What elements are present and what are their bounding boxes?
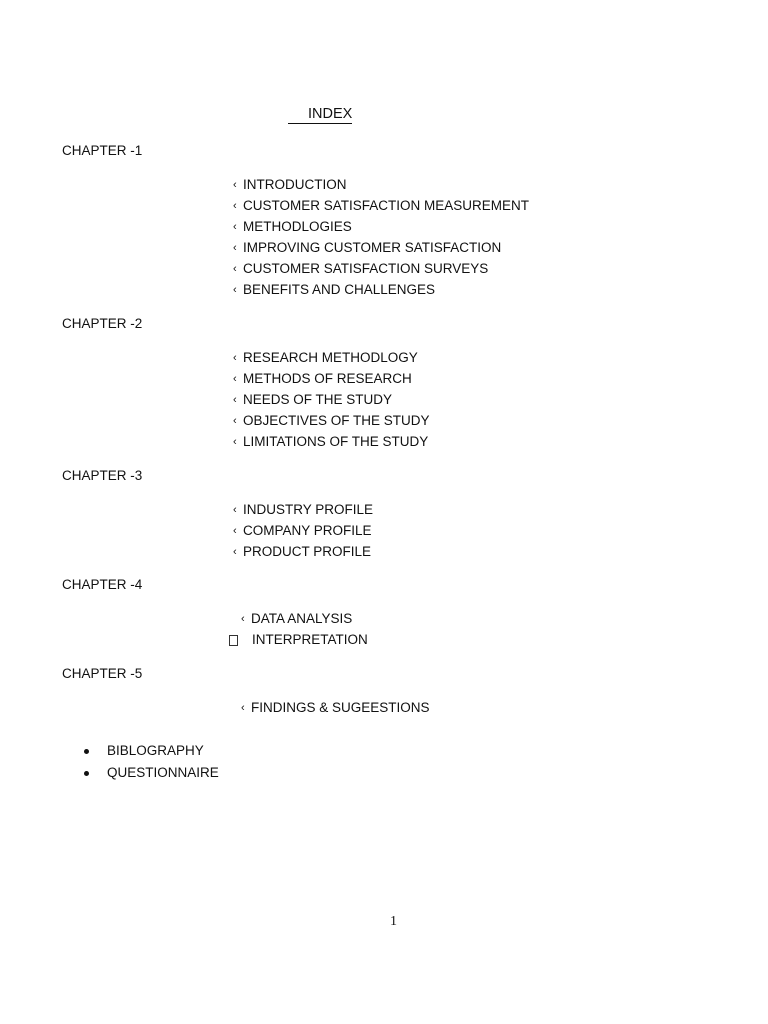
toc-item-label: CUSTOMER SATISFACTION MEASUREMENT [243,198,530,213]
toc-item-label: FINDINGS & SUGEESTIONS [251,700,430,715]
arrow-bullet-icon: ‹ [241,613,245,625]
toc-item [233,502,373,518]
toc-item [233,240,501,256]
arrow-bullet-icon: ‹ [233,179,237,191]
arrow-bullet-icon: ‹ [241,702,245,714]
page-number: 1 [390,914,397,929]
arrow-bullet-icon: ‹ [233,284,237,296]
bullet-dot-icon [84,749,89,754]
toc-item [233,523,372,539]
arrow-bullet-icon: ‹ [233,394,237,406]
toc-item [233,198,529,214]
arrow-bullet-icon: ‹ [233,504,237,516]
toc-item [233,371,412,387]
bullet-label: BIBLOGRAPHY [107,743,204,758]
toc-item [233,261,488,277]
arrow-bullet-icon: ‹ [233,200,237,212]
missing-glyph-icon [229,635,238,646]
toc-item [229,632,368,648]
toc-item [233,282,435,298]
toc-item-label: RESEARCH METHODLOGY [243,350,418,365]
arrow-bullet-icon: ‹ [233,525,237,537]
arrow-bullet-icon: ‹ [233,352,237,364]
index-title-text: INDEX [288,106,352,124]
chapter-4-heading: CHAPTER -4 [62,577,143,592]
arrow-bullet-icon: ‹ [233,436,237,448]
toc-item [233,413,430,429]
arrow-bullet-icon: ‹ [233,373,237,385]
toc-item-label: OBJECTIVES OF THE STUDY [243,413,430,428]
toc-item [233,350,418,366]
index-title [288,106,352,124]
toc-item [233,392,392,408]
toc-item-label: BENEFITS AND CHALLENGES [243,282,436,297]
chapter-3-heading: CHAPTER -3 [62,468,143,483]
bullet-item-questionnaire [84,765,219,781]
bullet-label: QUESTIONNAIRE [107,765,219,780]
toc-item-label: METHODS OF RESEARCH [243,371,412,386]
toc-item-label: LIMITATIONS OF THE STUDY [243,434,429,449]
toc-item-label: PRODUCT PROFILE [243,544,372,559]
toc-item-label: CUSTOMER SATISFACTION SURVEYS [243,261,489,276]
arrow-bullet-icon: ‹ [233,415,237,427]
chapter-5-heading: CHAPTER -5 [62,666,143,681]
toc-item [241,611,352,627]
toc-item [233,434,428,450]
arrow-bullet-icon: ‹ [233,221,237,233]
toc-item-label: INTRODUCTION [243,177,347,192]
toc-item-label: COMPANY PROFILE [243,523,372,538]
toc-item [233,219,352,235]
toc-item-label: INDUSTRY PROFILE [243,502,374,517]
arrow-bullet-icon: ‹ [233,546,237,558]
arrow-bullet-icon: ‹ [233,263,237,275]
bullet-dot-icon [84,771,89,776]
toc-item-label: IMPROVING CUSTOMER SATISFACTION [243,240,502,255]
toc-item [241,700,430,716]
toc-item-label: INTERPRETATION [252,632,368,647]
toc-item-label: DATA ANALYSIS [251,611,353,626]
toc-item-label: METHODLOGIES [243,219,352,234]
chapter-2-heading: CHAPTER -2 [62,316,143,331]
arrow-bullet-icon: ‹ [233,242,237,254]
toc-item [233,177,347,193]
toc-item-label: NEEDS OF THE STUDY [243,392,393,407]
bullet-item-bibliography [84,743,204,759]
toc-item [233,544,371,560]
chapter-1-heading: CHAPTER -1 [62,143,143,158]
